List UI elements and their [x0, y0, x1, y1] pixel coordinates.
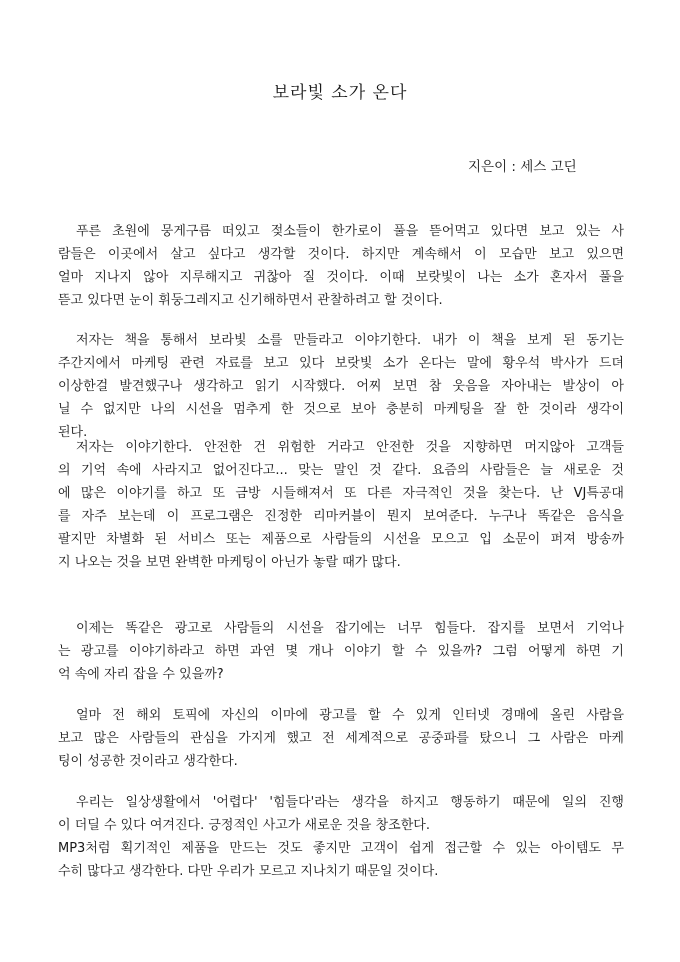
- paragraph-4: [58, 617, 624, 686]
- paragraph-line: 를 자주 보는데 이 프로그램은 진정한 리마커블이 뭔지 보여준다. 누구나 똑같은 음식을: [58, 509, 624, 524]
- paragraph-line: 에 많은 이야기를 하고 또 금방 시들해져서 또 다른 자극적인 것을 찾는다. 난 VJ특공대: [58, 486, 624, 501]
- paragraph-line: 수히 많다고 생각한다. 다만 우리가 모르고 지나치기 때문일 것이다.: [58, 864, 439, 879]
- author-line: 지은이 : 세스 고딘: [468, 159, 577, 175]
- paragraph-line: 뜯고 있다면 눈이 휘둥그레지고 신기해하면서 관찰하려고 할 것이다.: [58, 293, 443, 308]
- paragraph-line: 팔지만 차별화 된 서비스 또는 제품으로 사람들의 시선을 모으고 입 소문이 퍼져 방송까: [58, 532, 624, 547]
- paragraph-line: 우리는 일상생활에서 '어렵다' '힘들다'라는 생각을 하지고 행동하기 때문에 일의 진행: [76, 795, 624, 810]
- paragraph-3: [58, 436, 624, 574]
- paragraph-line: 된다.: [58, 425, 88, 440]
- paragraph-6: [58, 791, 624, 883]
- paragraph-line: MP3처럼 획기적인 제품을 만드는 것도 좋지만 고객이 쉽게 접근할 수 있는 아이템도 무: [58, 841, 624, 856]
- paragraph-line: 팅이 성공한 것이라고 생각한다.: [58, 754, 238, 769]
- paragraph-line: 억 속에 자리 잡을 수 있을까?: [58, 667, 224, 682]
- paragraph-line: 이제는 똑같은 광고로 사람들의 시선을 잡기에는 너무 힘들다. 잡지를 보면서 기억나: [76, 621, 624, 636]
- paragraph-line: 는 광고를 이야기하라고 하면 과연 몇 개나 이야기 할 수 있을까? 그럼 어떻게 하면 기: [58, 644, 624, 659]
- paragraph-line: 의 기억 속에 사라지고 없어진다고... 맞는 말인 것 같다. 요즘의 사람들은 늘 새로운 것: [58, 463, 624, 478]
- paragraph-line: 푸른 초원에 뭉게구름 떠있고 젖소들이 한가로이 풀을 뜯어먹고 있다면 보고 있는 사: [76, 224, 624, 239]
- paragraph-2: [58, 329, 624, 444]
- paragraph-5: [58, 704, 624, 773]
- document-title: 보라빛 소가 온다: [272, 83, 408, 103]
- paragraph-line: 저자는 이야기한다. 안전한 건 위험한 거라고 안전한 것을 지향하면 머지않아 고객들: [76, 440, 624, 455]
- paragraph-line: 이 더딜 수 있다 여겨진다. 긍정적인 사고가 새로운 것을 창조한다.: [58, 818, 430, 833]
- paragraph-line: 이상한걸 발견했구나 생각하고 읽기 시작했다. 어찌 보면 참 웃음을 자아내는 발상이 아: [58, 379, 624, 394]
- paragraph-line: 닐 수 없지만 나의 시선을 멈추게 한 것으로 보아 충분히 마케팅을 잘 한 것이라 생각이: [58, 402, 624, 417]
- paragraph-line: 보고 많은 사람들의 관심을 가지게 했고 전 세계적으로 공중파를 탔으니 그 사람은 마케: [58, 731, 624, 746]
- paragraph-line: 주간지에서 마케팅 관련 자료를 보고 있다 보랏빛 소가 온다는 말에 황우석 박사가 드뎌: [58, 356, 624, 371]
- paragraph-line: 지 나오는 것을 보면 완벽한 마케팅이 아닌가 놓랄 때가 많다.: [58, 555, 401, 570]
- paragraph-line: 저자는 책을 통해서 보라빛 소를 만들라고 이야기한다. 내가 이 책을 보게 된 동기는: [76, 333, 624, 348]
- paragraph-line: 얼마 지나지 않아 지루해지고 귀찮아 질 것이다. 이때 보랏빛이 나는 소가 혼자서 풀을: [58, 270, 624, 285]
- paragraph-line: 얼마 전 해외 토픽에 자신의 이마에 광고를 할 수 있게 인터넷 경매에 올린 사람을: [76, 708, 624, 723]
- paragraph-line: 람들은 이곳에서 살고 싶다고 생각할 것이다. 하지만 계속해서 이 모습만 보고 있으면: [58, 247, 624, 262]
- paragraph-1: [58, 220, 624, 312]
